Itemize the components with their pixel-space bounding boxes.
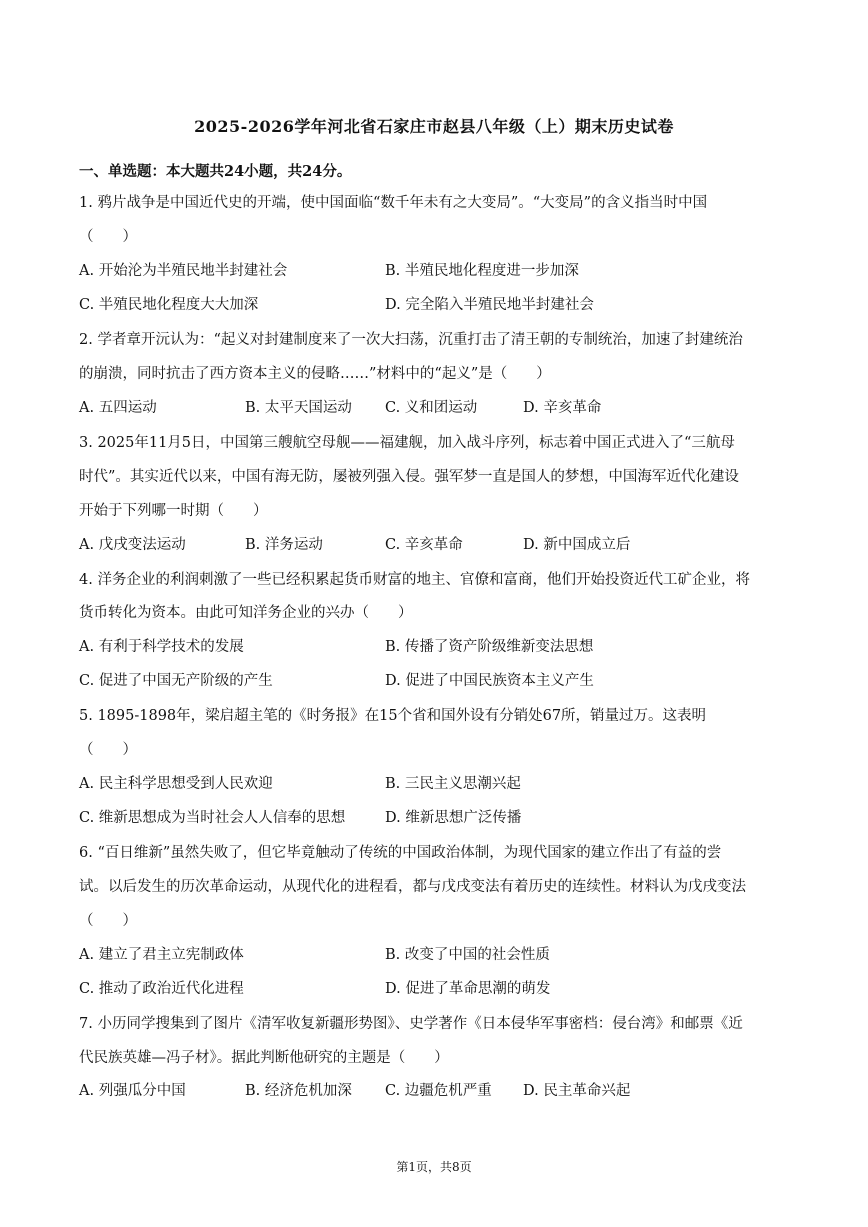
- question-2-option-b: B. 太平天国运动: [245, 400, 352, 416]
- question-7-option-b: B. 经济危机加深: [245, 1083, 352, 1099]
- question-3-option-c: C. 辛亥革命: [385, 537, 463, 553]
- question-2-option-d: D. 辛亥革命: [523, 400, 602, 416]
- question-2-option-a: A. 五四运动: [79, 400, 157, 416]
- question-3-option-a: A. 戊戌变法运动: [79, 537, 186, 553]
- question-3-option-d: D. 新中国成立后: [523, 537, 631, 553]
- question-6-option-c: C. 推动了政治近代化进程: [79, 981, 244, 997]
- question-1-option-d: D. 完全陷入半殖民地半封建社会: [385, 297, 594, 313]
- question-4-option-a: A. 有利于科学技术的发展: [79, 639, 244, 655]
- page-footer: 第1页，共8页: [396, 1160, 472, 1174]
- question-7-option-a: A. 列强瓜分中国: [79, 1083, 186, 1099]
- question-6-line-2: 试。以后发生的历次革命运动，从现代化的进程看，都与戊戌变法有着历史的连续性。材料认为戊戌变法: [79, 879, 746, 895]
- question-1-line-1: 1. 鸦片战争是中国近代史的开端，使中国面临“数千年未有之大变局”。“大变局”的含义指当时中国: [79, 195, 708, 211]
- question-6-option-d: D. 促进了革命思潮的萌发: [385, 981, 551, 997]
- question-6-option-b: B. 改变了中国的社会性质: [385, 947, 550, 963]
- question-5-line-1: 5. 1895-1898年，梁启超主笔的《时务报》在15个省和国外设有分销处67所，销量过万。这表明: [79, 708, 707, 724]
- question-2-line-2: 的崩溃，同时抗击了西方资本主义的侵略……”材料中的“起义”是（ ）: [79, 366, 551, 382]
- question-3-option-b: B. 洋务运动: [245, 537, 323, 553]
- question-6-option-a: A. 建立了君主立宪制政体: [79, 947, 244, 963]
- question-4-line-1: 4. 洋务企业的利润刺激了一些已经积累起货币财富的地主、官僚和富商，他们开始投资近代工矿企业，将: [79, 572, 750, 588]
- question-7-option-d: D. 民主革命兴起: [523, 1083, 631, 1099]
- question-1-option-c: C. 半殖民地化程度大大加深: [79, 297, 259, 313]
- question-7-option-c: C. 边疆危机严重: [385, 1083, 492, 1099]
- question-5-option-a: A. 民主科学思想受到人民欢迎: [79, 776, 273, 792]
- question-5-line-2: （ ）: [79, 742, 137, 758]
- question-7-line-1: 7. 小历同学搜集到了图片《清军收复新疆形势图》、史学著作《日本侵华军事密档：侵台湾》和邮票《近: [79, 1016, 743, 1032]
- question-3-line-2: 时代”。其实近代以来，中国有海无防，屡被列强入侵。强军梦一直是国人的梦想，中国海军近代化建设: [79, 469, 739, 485]
- question-3-line-1: 3. 2025年11月5日，中国第三艘航空母舰——福建舰，加入战斗序列，标志着中国正式进入了“三航母: [79, 435, 735, 451]
- question-2-line-1: 2. 学者章开沅认为：“起义对封建制度来了一次大扫荡，沉重打击了清王朝的专制统治，加速了封建统治: [79, 332, 743, 348]
- question-6-line-1: 6. “百日维新”虽然失败了，但它毕竟触动了传统的中国政治体制，为现代国家的建立作出了有益的尝: [79, 845, 722, 861]
- question-5-option-c: C. 维新思想成为当时社会人人信奉的思想: [79, 810, 346, 826]
- section-heading: 一、单选题：本大题共24小题，共24分。: [79, 163, 352, 180]
- question-1-option-b: B. 半殖民地化程度进一步加深: [385, 263, 579, 279]
- question-4-option-d: D. 促进了中国民族资本主义产生: [385, 673, 594, 689]
- question-4-option-c: C. 促进了中国无产阶级的产生: [79, 673, 273, 689]
- exam-title: 2025-2026学年河北省石家庄市赵县八年级（上）期末历史试卷: [194, 117, 674, 136]
- question-4-line-2: 货币转化为资本。由此可知洋务企业的兴办（ ）: [79, 605, 413, 621]
- question-1-line-2: （ ）: [79, 229, 137, 245]
- question-2-option-c: C. 义和团运动: [385, 400, 478, 416]
- question-5-option-b: B. 三民主义思潮兴起: [385, 776, 521, 792]
- question-5-option-d: D. 维新思想广泛传播: [385, 810, 522, 826]
- question-6-line-3: （ ）: [79, 913, 137, 929]
- question-3-line-3: 开始于下列哪一时期（ ）: [79, 503, 268, 519]
- question-7-line-2: 代民族英雄—冯子材》。据此判断他研究的主题是（ ）: [79, 1050, 449, 1066]
- question-4-option-b: B. 传播了资产阶级维新变法思想: [385, 639, 594, 655]
- question-1-option-a: A. 开始沦为半殖民地半封建社会: [79, 263, 288, 279]
